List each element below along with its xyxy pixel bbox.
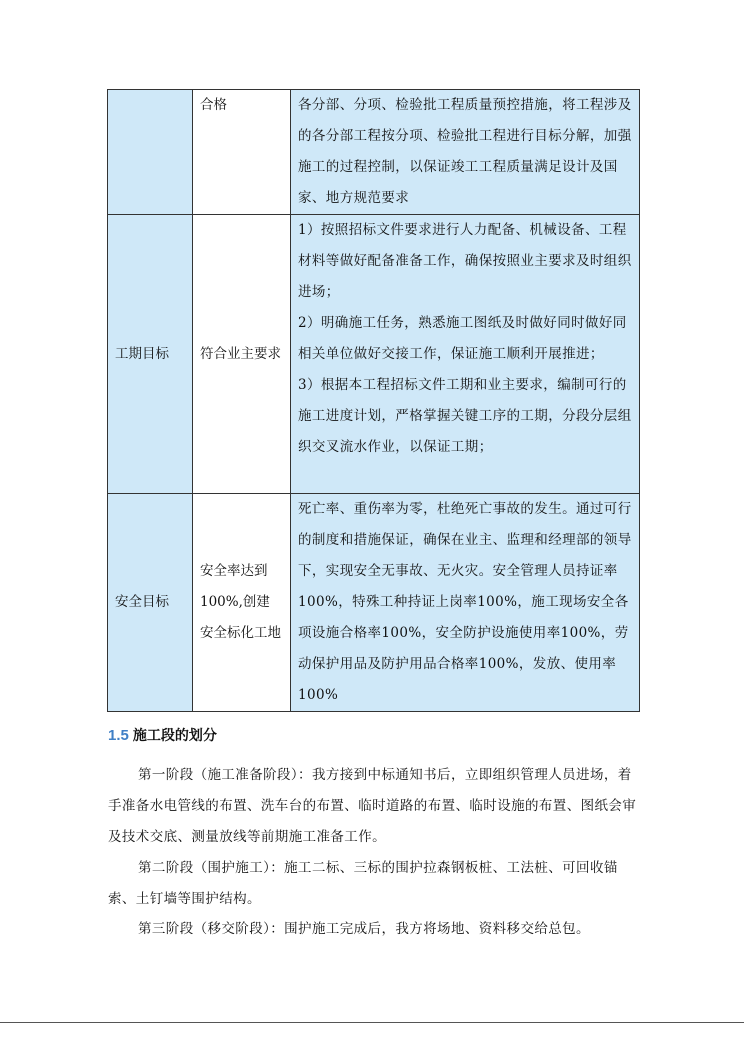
section-heading — [108, 725, 217, 745]
objective-label-cell: 工期目标 — [108, 215, 193, 494]
objective-measures-cell: 各分部、分项、检验批工程质量预控措施，将工程涉及的各分部工程按分项、检验批工程进行目标分解，加强施工的过程控制，以保证竣工工程质量满足设计及国家、地方规范要求 — [291, 90, 640, 215]
objective-target-cell: 合格 — [193, 90, 291, 215]
section-number: 1.5 — [108, 727, 129, 744]
objective-measures-cell: 死亡率、重伤率为零，杜绝死亡事故的发生。通过可行的制度和措施保证，确保在业主、监理和经理部的领导下，实现安全无事故、无火灾。安全管理人员持证率100%，特殊工种持证上岗率100%，施工现场安全各项设施合格率100%，安全防护设施使用率100%，劳动保护用品及防护用品合格率100%，发放、使用率100% — [291, 494, 640, 712]
section-title: 施工段的划分 — [132, 728, 217, 744]
objective-target-cell: 符合业主要求 — [193, 215, 291, 494]
paragraph-stage-1: 第一阶段（施工准备阶段）：我方接到中标通知书后，立即组织管理人员进场，着手准备水电管线的布置、洗车台的布置、临时道路的布置、临时设施的布置、图纸会审及技术交底、测量放线等前期施工准备工作。 — [108, 767, 637, 845]
objective-measures-cell — [291, 215, 640, 494]
objectives-table — [107, 89, 640, 712]
objective-label-cell — [108, 90, 193, 215]
objective-target-cell: 安全率达到100%,创建安全标化工地 — [193, 494, 291, 712]
table-row — [108, 215, 640, 494]
table-row — [108, 494, 640, 712]
measure-item: 3）根据本工程招标文件工期和业主要求，编制可行的施工进度计划，严格掌握关键工序的工期，分段分层组织交叉流水作业，以保证工期； — [298, 377, 632, 455]
paragraph-stage-3: 第三阶段（移交阶段）：围护施工完成后，我方将场地、资料移交给总包。 — [138, 921, 590, 937]
measure-item: 1）按照招标文件要求进行人力配备、机械设备、工程材料等做好配备准备工作，确保按照业主要求及时组织进场； — [298, 222, 632, 300]
measure-item: 2）明确施工任务，熟悉施工图纸及时做好同时做好同相关单位做好交接工作，保证施工顺利开展推进； — [298, 315, 627, 362]
objective-label-cell: 安全目标 — [108, 494, 193, 712]
footer-divider — [0, 1022, 744, 1023]
paragraph-stage-2: 第二阶段（围护施工）：施工二标、三标的围护拉森钢板桩、工法桩、可回收锚索、土钉墙等围护结构。 — [108, 860, 618, 907]
table-row — [108, 90, 640, 215]
